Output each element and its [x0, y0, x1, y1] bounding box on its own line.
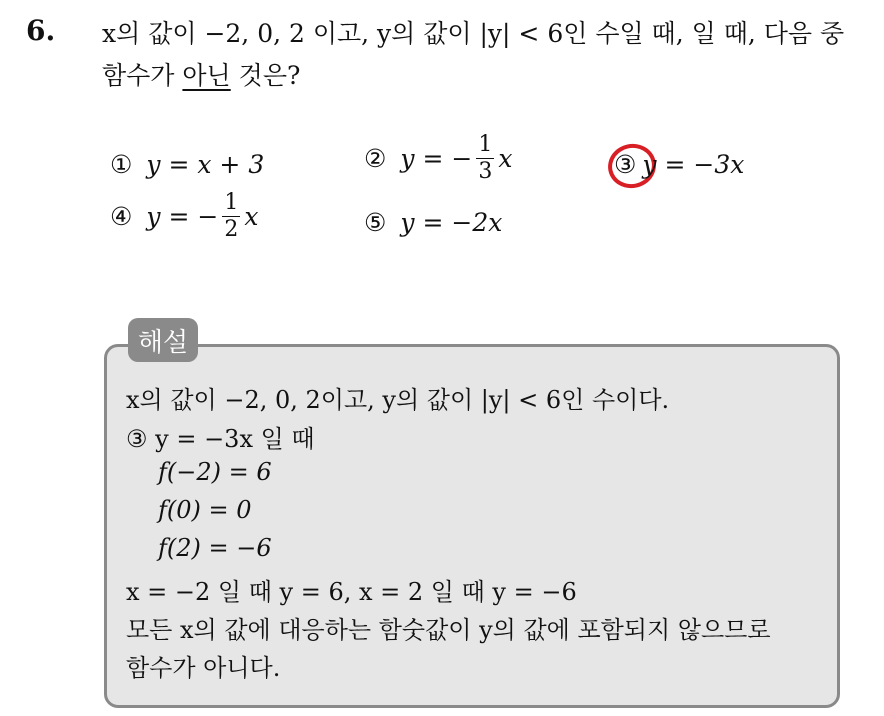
choice-number: ④ — [110, 202, 133, 231]
question-text-emphasis: 아닌 — [182, 61, 231, 90]
question-text-line2 — [102, 56, 300, 92]
choice-number: ③ — [614, 150, 637, 179]
solution-line-2: ③ y = −3x 일 때 — [126, 425, 315, 453]
choice-formula-rhs: x — [244, 202, 259, 231]
fraction-denominator: 3 — [478, 159, 493, 184]
fraction-numerator: 1 — [478, 132, 493, 157]
choice-formula: y = −3x — [642, 150, 745, 179]
solution-line-3: f(−2) = 6 — [158, 458, 272, 486]
solution-tag: 해설 — [128, 318, 198, 362]
choice-number: ① — [110, 150, 133, 179]
solution-line-1: x의 값이 −2, 0, 2이고, y의 값이 |y| < 6인 수이다. — [126, 386, 670, 414]
solution-line-5: f(2) = −6 — [158, 534, 272, 562]
solution-line-4: f(0) = 0 — [158, 496, 252, 524]
choice-2[interactable] — [364, 134, 512, 183]
choice-number: ② — [364, 144, 387, 173]
fraction-denominator: 2 — [224, 217, 239, 242]
solution-line-7: 모든 x의 값에 대응하는 함숫값이 y의 값에 포함되지 않으므로 — [126, 616, 771, 644]
choice-formula-lhs: y = − — [146, 202, 219, 231]
choice-3[interactable] — [614, 150, 744, 179]
fraction-numerator: 1 — [224, 190, 239, 215]
fraction — [476, 134, 494, 183]
question-text-pre: 함수가 — [102, 61, 183, 90]
fraction — [222, 192, 240, 241]
choice-5[interactable] — [364, 208, 502, 237]
question-number: 6. — [26, 14, 56, 47]
solution-line-6: x = −2 일 때 y = 6, x = 2 일 때 y = −6 — [126, 578, 577, 606]
question-text-post: 것은? — [230, 61, 301, 90]
choice-number: ⑤ — [364, 208, 387, 237]
choice-formula: y = x + 3 — [146, 150, 265, 179]
choice-formula: y = −2x — [400, 208, 503, 237]
question-text-line1: x의 값이 −2, 0, 2 이고, y의 값이 |y| < 6인 수일 때, 일 때, 다음 중 — [102, 19, 845, 48]
solution-line-8: 함수가 아니다. — [126, 654, 281, 682]
choice-formula-lhs: y = − — [400, 144, 473, 173]
choice-4[interactable] — [110, 192, 258, 241]
choice-1[interactable] — [110, 150, 264, 179]
choice-formula-rhs: x — [498, 144, 513, 173]
